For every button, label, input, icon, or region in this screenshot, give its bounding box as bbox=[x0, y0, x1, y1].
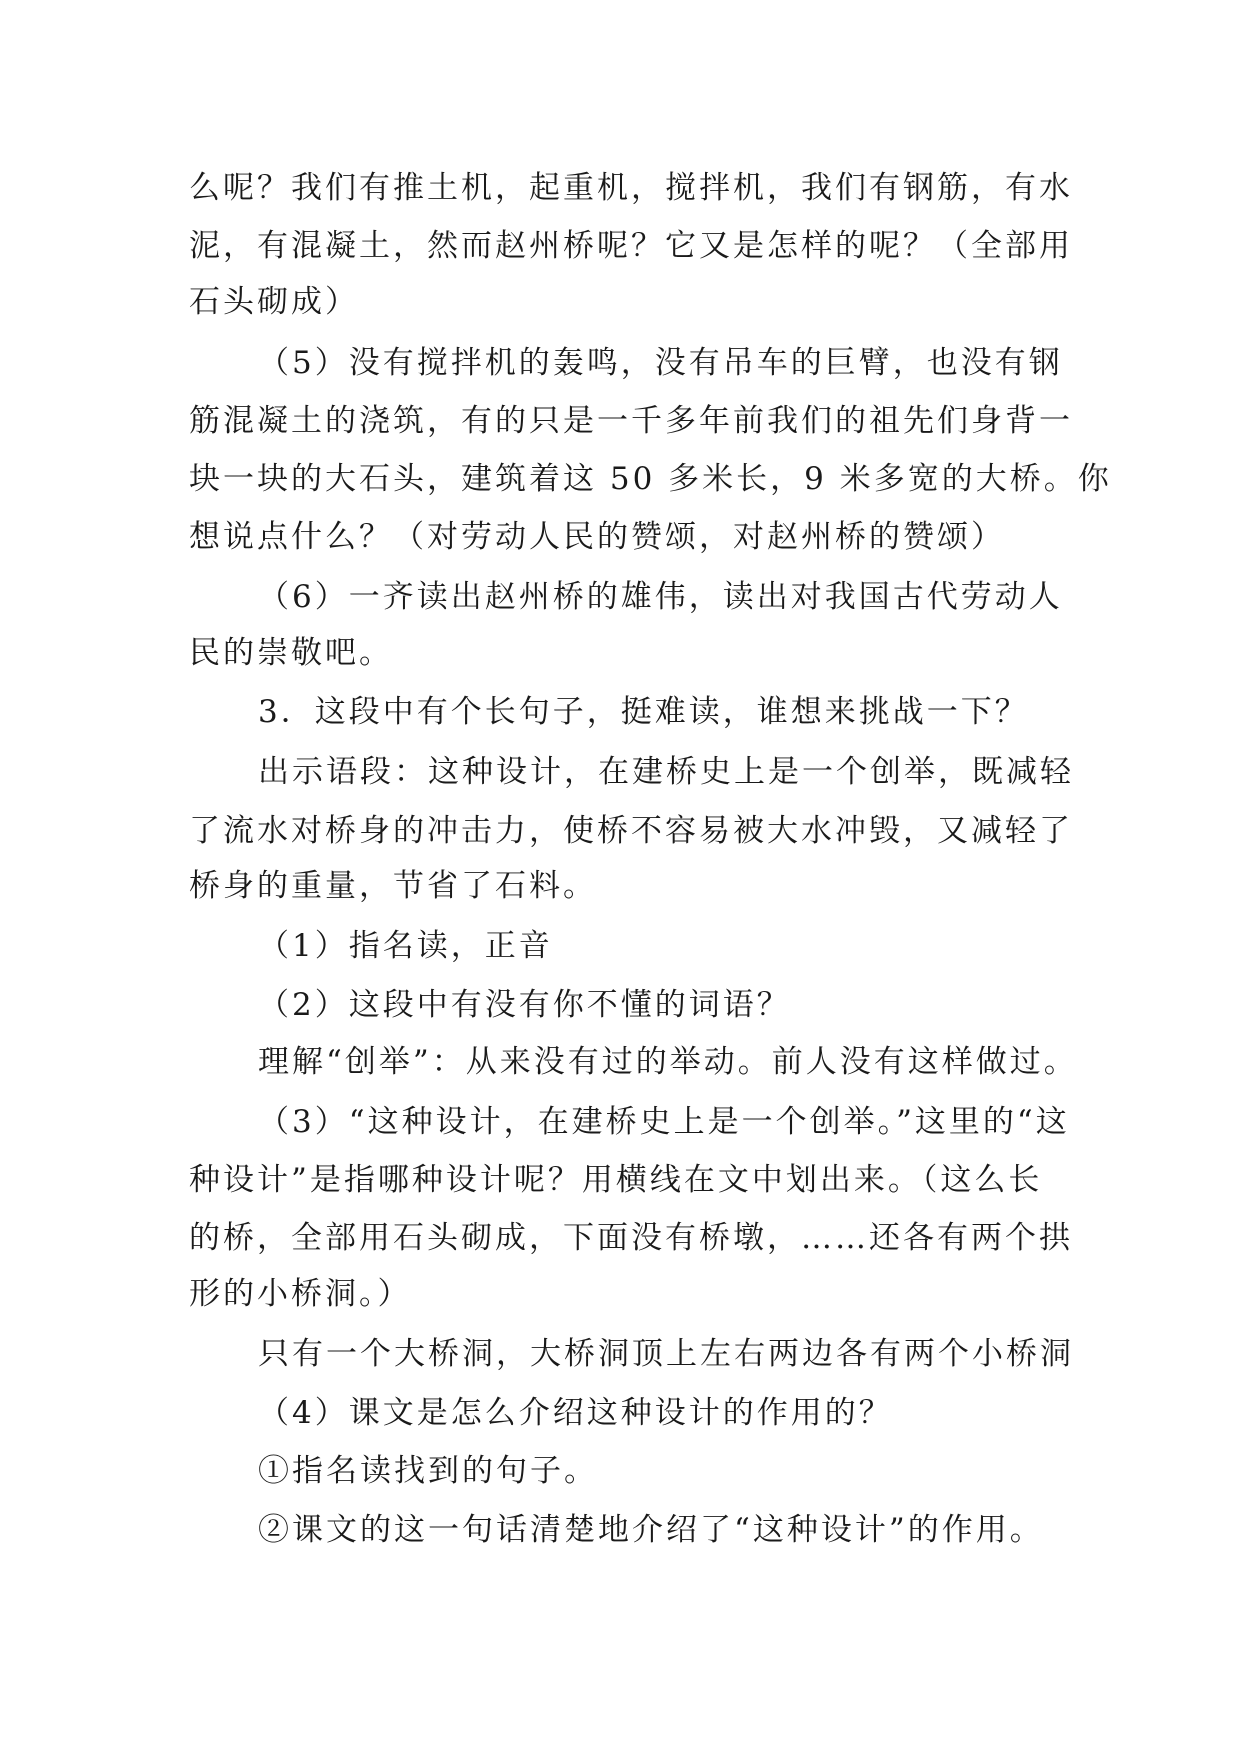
text-line: （1）指名读，正音 bbox=[258, 928, 553, 964]
text-line: 出示语段：这种设计，在建桥史上是一个创举，既减轻 bbox=[258, 754, 1074, 790]
text-line: 泥，有混凝土，然而赵州桥呢？它又是怎样的呢？（全部用 bbox=[189, 228, 1073, 264]
text-line: （3）“这种设计，在建桥史上是一个创举。”这里的“这 bbox=[258, 1104, 1070, 1140]
text-line: ②课文的这一句话清楚地介绍了“这种设计”的作用。 bbox=[258, 1512, 1044, 1548]
text-line: （4）课文是怎么介绍这种设计的作用的？ bbox=[258, 1395, 893, 1431]
text-line: 理解“创举”：从来没有过的举动。前人没有这样做过。 bbox=[258, 1044, 1078, 1080]
text-line: 3．这段中有个长句子，挺难读，谁想来挑战一下？ bbox=[258, 694, 1029, 730]
text-line: 石头砌成） bbox=[189, 284, 359, 320]
text-line: 筋混凝土的浇筑，有的只是一千多年前我们的祖先们身背一 bbox=[189, 403, 1073, 439]
text-line: 块一块的大石头，建筑着这 50 多米长，9 米多宽的大桥。你 bbox=[189, 461, 1112, 497]
text-line: 桥身的重量，节省了石料。 bbox=[189, 868, 597, 904]
text-line: 的桥，全部用石头砌成，下面没有桥墩，……还各有两个拱 bbox=[189, 1220, 1073, 1256]
text-line: 想说点什么？（对劳动人民的赞颂，对赵州桥的赞颂） bbox=[189, 519, 1005, 555]
text-line: 了流水对桥身的冲击力，使桥不容易被大水冲毁，又减轻了 bbox=[189, 813, 1073, 849]
text-line: 只有一个大桥洞，大桥洞顶上左右两边各有两个小桥洞 bbox=[258, 1336, 1074, 1372]
text-line: 么呢？我们有推土机，起重机，搅拌机，我们有钢筋，有水 bbox=[189, 170, 1073, 206]
text-line: （5）没有搅拌机的轰鸣，没有吊车的巨臂，也没有钢 bbox=[258, 345, 1063, 381]
text-line: 形的小桥洞。） bbox=[189, 1276, 412, 1312]
text-line: （2）这段中有没有你不懂的词语？ bbox=[258, 987, 791, 1023]
text-line: （6）一齐读出赵州桥的雄伟，读出对我国古代劳动人 bbox=[258, 579, 1063, 615]
text-line: 民的崇敬吧。 bbox=[189, 635, 393, 671]
text-line: 种设计”是指哪种设计呢？用横线在文中划出来。（这么长 bbox=[189, 1162, 1043, 1198]
text-line: ①指名读找到的句子。 bbox=[258, 1453, 598, 1489]
